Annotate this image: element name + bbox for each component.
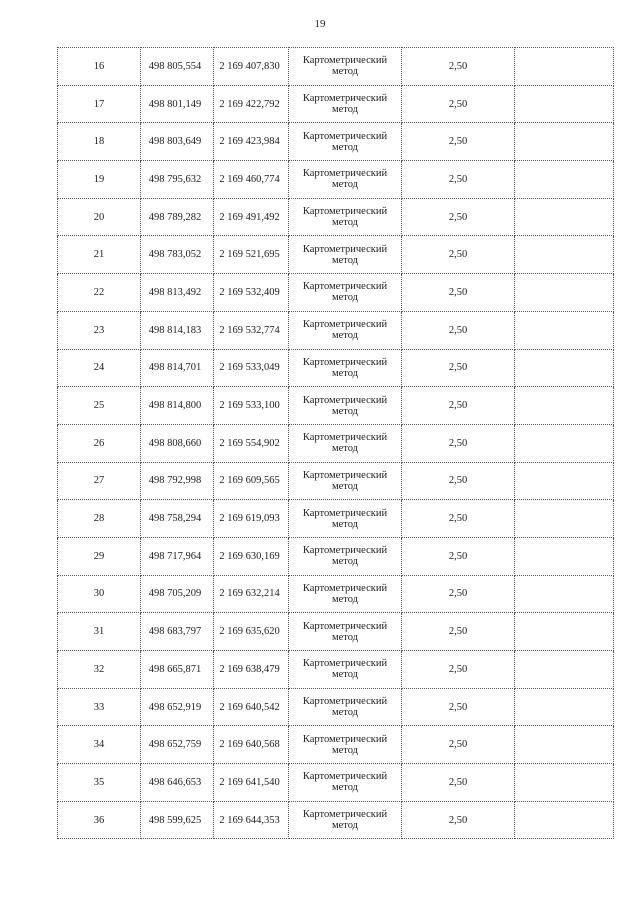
table-row [58, 688, 614, 726]
table-row [58, 161, 614, 199]
y-coordinate-cell: 2 169 460,774 [214, 161, 289, 199]
point-number-cell: 35 [58, 764, 141, 802]
table-row [58, 236, 614, 274]
point-number-cell: 36 [58, 801, 141, 839]
table-row [58, 48, 614, 86]
y-coordinate-cell: 2 169 640,542 [214, 688, 289, 726]
extra-cell [515, 537, 614, 575]
method-cell: Картометрический метод [289, 123, 402, 161]
method-cell: Картометрический метод [289, 688, 402, 726]
accuracy-cell: 2,50 [402, 801, 515, 839]
accuracy-cell: 2,50 [402, 48, 515, 86]
table-row [58, 537, 614, 575]
table-row [58, 462, 614, 500]
y-coordinate-cell: 2 169 521,695 [214, 236, 289, 274]
method-cell: Картометрический метод [289, 311, 402, 349]
point-number-cell: 31 [58, 613, 141, 651]
method-cell: Картометрический метод [289, 387, 402, 425]
x-coordinate-cell: 498 803,649 [141, 123, 214, 161]
accuracy-cell: 2,50 [402, 688, 515, 726]
x-coordinate-cell: 498 705,209 [141, 575, 214, 613]
method-cell: Картометрический метод [289, 462, 402, 500]
point-number-cell: 20 [58, 198, 141, 236]
point-number-cell: 22 [58, 274, 141, 312]
method-cell: Картометрический метод [289, 48, 402, 86]
point-number-cell: 17 [58, 85, 141, 123]
y-coordinate-cell: 2 169 533,049 [214, 349, 289, 387]
x-coordinate-cell: 498 599,625 [141, 801, 214, 839]
method-cell: Картометрический метод [289, 651, 402, 689]
point-number-cell: 34 [58, 726, 141, 764]
accuracy-cell: 2,50 [402, 575, 515, 613]
method-cell: Картометрический метод [289, 726, 402, 764]
y-coordinate-cell: 2 169 423,984 [214, 123, 289, 161]
extra-cell [515, 311, 614, 349]
accuracy-cell: 2,50 [402, 198, 515, 236]
table-row [58, 651, 614, 689]
y-coordinate-cell: 2 169 638,479 [214, 651, 289, 689]
point-number-cell: 16 [58, 48, 141, 86]
x-coordinate-cell: 498 814,183 [141, 311, 214, 349]
method-cell: Картометрический метод [289, 349, 402, 387]
x-coordinate-cell: 498 801,149 [141, 85, 214, 123]
accuracy-cell: 2,50 [402, 123, 515, 161]
x-coordinate-cell: 498 814,800 [141, 387, 214, 425]
x-coordinate-cell: 498 683,797 [141, 613, 214, 651]
method-cell: Картометрический метод [289, 85, 402, 123]
method-cell: Картометрический метод [289, 424, 402, 462]
accuracy-cell: 2,50 [402, 651, 515, 689]
extra-cell [515, 651, 614, 689]
x-coordinate-cell: 498 789,282 [141, 198, 214, 236]
method-cell: Картометрический метод [289, 274, 402, 312]
y-coordinate-cell: 2 169 609,565 [214, 462, 289, 500]
accuracy-cell: 2,50 [402, 85, 515, 123]
point-number-cell: 23 [58, 311, 141, 349]
method-cell: Картометрический метод [289, 500, 402, 538]
point-number-cell: 27 [58, 462, 141, 500]
extra-cell [515, 198, 614, 236]
method-cell: Картометрический метод [289, 575, 402, 613]
point-number-cell: 33 [58, 688, 141, 726]
point-number-cell: 29 [58, 537, 141, 575]
accuracy-cell: 2,50 [402, 500, 515, 538]
extra-cell [515, 349, 614, 387]
x-coordinate-cell: 498 652,919 [141, 688, 214, 726]
x-coordinate-cell: 498 758,294 [141, 500, 214, 538]
table-row [58, 726, 614, 764]
method-cell: Картометрический метод [289, 537, 402, 575]
y-coordinate-cell: 2 169 619,093 [214, 500, 289, 538]
accuracy-cell: 2,50 [402, 274, 515, 312]
table-row [58, 575, 614, 613]
table-row [58, 424, 614, 462]
extra-cell [515, 500, 614, 538]
table-row [58, 801, 614, 839]
x-coordinate-cell: 498 813,492 [141, 274, 214, 312]
x-coordinate-cell: 498 805,554 [141, 48, 214, 86]
table-row [58, 311, 614, 349]
accuracy-cell: 2,50 [402, 462, 515, 500]
accuracy-cell: 2,50 [402, 236, 515, 274]
x-coordinate-cell: 498 717,964 [141, 537, 214, 575]
extra-cell [515, 688, 614, 726]
y-coordinate-cell: 2 169 532,774 [214, 311, 289, 349]
y-coordinate-cell: 2 169 407,830 [214, 48, 289, 86]
table-row [58, 764, 614, 802]
x-coordinate-cell: 498 665,871 [141, 651, 214, 689]
extra-cell [515, 575, 614, 613]
page-number: 19 [314, 18, 326, 30]
point-number-cell: 24 [58, 349, 141, 387]
y-coordinate-cell: 2 169 630,169 [214, 537, 289, 575]
accuracy-cell: 2,50 [402, 613, 515, 651]
x-coordinate-cell: 498 652,759 [141, 726, 214, 764]
extra-cell [515, 274, 614, 312]
extra-cell [515, 85, 614, 123]
table-row [58, 198, 614, 236]
accuracy-cell: 2,50 [402, 349, 515, 387]
coordinates-table [57, 47, 614, 839]
extra-cell [515, 801, 614, 839]
accuracy-cell: 2,50 [402, 161, 515, 199]
method-cell: Картометрический метод [289, 801, 402, 839]
point-number-cell: 28 [58, 500, 141, 538]
point-number-cell: 18 [58, 123, 141, 161]
x-coordinate-cell: 498 646,653 [141, 764, 214, 802]
point-number-cell: 19 [58, 161, 141, 199]
table-row [58, 85, 614, 123]
x-coordinate-cell: 498 795,632 [141, 161, 214, 199]
extra-cell [515, 424, 614, 462]
extra-cell [515, 161, 614, 199]
method-cell: Картометрический метод [289, 764, 402, 802]
extra-cell [515, 236, 614, 274]
y-coordinate-cell: 2 169 533,100 [214, 387, 289, 425]
point-number-cell: 25 [58, 387, 141, 425]
point-number-cell: 26 [58, 424, 141, 462]
table-row [58, 123, 614, 161]
extra-cell [515, 613, 614, 651]
table-row [58, 349, 614, 387]
accuracy-cell: 2,50 [402, 537, 515, 575]
accuracy-cell: 2,50 [402, 726, 515, 764]
table-row [58, 613, 614, 651]
accuracy-cell: 2,50 [402, 387, 515, 425]
x-coordinate-cell: 498 783,052 [141, 236, 214, 274]
y-coordinate-cell: 2 169 532,409 [214, 274, 289, 312]
point-number-cell: 30 [58, 575, 141, 613]
table-row [58, 274, 614, 312]
extra-cell [515, 123, 614, 161]
y-coordinate-cell: 2 169 632,214 [214, 575, 289, 613]
y-coordinate-cell: 2 169 644,353 [214, 801, 289, 839]
y-coordinate-cell: 2 169 641,540 [214, 764, 289, 802]
y-coordinate-cell: 2 169 640,568 [214, 726, 289, 764]
coordinates-table-body [58, 48, 614, 839]
point-number-cell: 21 [58, 236, 141, 274]
method-cell: Картометрический метод [289, 161, 402, 199]
y-coordinate-cell: 2 169 554,902 [214, 424, 289, 462]
y-coordinate-cell: 2 169 422,792 [214, 85, 289, 123]
accuracy-cell: 2,50 [402, 764, 515, 802]
method-cell: Картометрический метод [289, 198, 402, 236]
table-row [58, 500, 614, 538]
accuracy-cell: 2,50 [402, 311, 515, 349]
y-coordinate-cell: 2 169 635,620 [214, 613, 289, 651]
x-coordinate-cell: 498 792,998 [141, 462, 214, 500]
x-coordinate-cell: 498 808,660 [141, 424, 214, 462]
extra-cell [515, 462, 614, 500]
extra-cell [515, 726, 614, 764]
extra-cell [515, 387, 614, 425]
y-coordinate-cell: 2 169 491,492 [214, 198, 289, 236]
method-cell: Картометрический метод [289, 613, 402, 651]
extra-cell [515, 764, 614, 802]
method-cell: Картометрический метод [289, 236, 402, 274]
point-number-cell: 32 [58, 651, 141, 689]
extra-cell [515, 48, 614, 86]
x-coordinate-cell: 498 814,701 [141, 349, 214, 387]
accuracy-cell: 2,50 [402, 424, 515, 462]
table-row [58, 387, 614, 425]
